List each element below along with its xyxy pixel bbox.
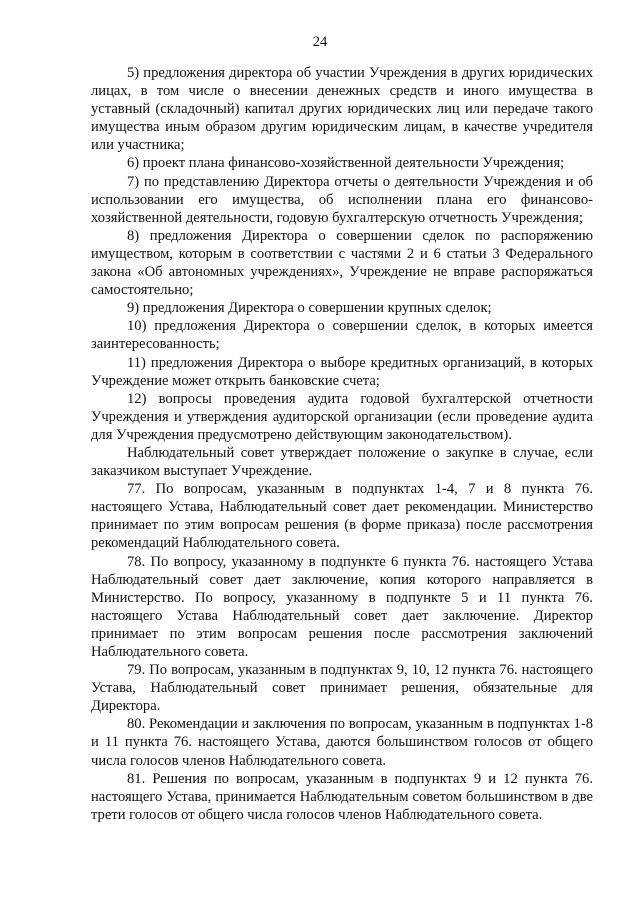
paragraph-sub-12: 12) вопросы проведения аудита годовой бухгалтерской отчетности Учреждения и утверждения аудиторской организации (если проведение аудита для Учреждения предусмотрено действующим законодательством).: [91, 390, 593, 443]
paragraph-sub-6: 6) проект плана финансово-хозяйственной деятельности Учреждения;: [127, 155, 565, 172]
paragraph-procurement: Наблюдательный совет утверждает положение о закупке в случае, если заказчиком выступает Учреждение.: [91, 444, 593, 480]
paragraph-sub-9: 9) предложения Директора о совершении крупных сделок;: [127, 300, 492, 317]
paragraph-sub-7: 7) по представлению Директора отчеты о деятельности Учреждения и об использовании его имущества, об исполнении плана его финансово-хозяйственной деятельности, годовую бухгалтерскую отчетность Учреждения;: [91, 173, 593, 226]
document-body: [91, 64, 593, 824]
paragraph-sub-10: 10) предложения Директора о совершении сделок, в которых имеется заинтересованность;: [91, 318, 593, 353]
paragraph-sub-8: 8) предложения Директора о совершении сделок по распоряжению имуществом, которым в соответствии с частями 2 и 6 статьи 3 Федерального закона «Об автономных учреждениях», Учреждение не вправе распоряжаться самостоятельно;: [91, 227, 593, 299]
paragraph-sub-5: 5) предложения директора об участии Учреждения в других юридических лицах, в том числе о внесении денежных средств и иного имущества в уставный (складочный) капитал других юридических лиц или передаче такого имущества иным образом другим юридическим лицам, в качестве учредителя или участника;: [91, 65, 593, 154]
paragraph-81: 81. Решения по вопросам, указанным в подпунктах 9 и 12 пункта 76. настоящего Устава, принимается Наблюдательным советом большинством в две трети голосов от общего числа голосов членов Наблюдательного совета.: [91, 770, 593, 823]
paragraph-79: 79. По вопросам, указанным в подпунктах 9, 10, 12 пункта 76. настоящего Устава, Наблюдательный совет принимает решения, обязательные для Директора.: [91, 662, 593, 715]
paragraph-78: 78. По вопросу, указанному в подпункте 6 пункта 76. настоящего Устава Наблюдательный совет дает заключение, копия которого направляется в Министерство. По вопросу, указанному в подпункте 5 и 11 пункта 76. настоящего Устава Наблюдательный совет дает заключение. Директор принимает по этим вопросам решения после рассмотрения заключений Наблюдательного совета.: [91, 553, 593, 660]
paragraph-80: 80. Рекомендации и заключения по вопросам, указанным в подпунктах 1-8 и 11 пункта 76. настоящего Устава, даются большинством голосов от общего числа голосов членов Наблюдательного совета.: [91, 716, 593, 769]
paragraph-sub-11: 11) предложения Директора о выборе кредитных организаций, в которых Учреждение может открыть банковские счета;: [91, 354, 593, 389]
page-number: 24: [312, 34, 328, 50]
paragraph-77: 77. По вопросам, указанным в подпунктах 1-4, 7 и 8 пункта 76. настоящего Устава, Наблюдательный совет дает рекомендации. Министерство принимает по этим вопросам решения (в форме приказа) после рассмотрения рекомендаций Наблюдательного совета.: [91, 481, 593, 552]
